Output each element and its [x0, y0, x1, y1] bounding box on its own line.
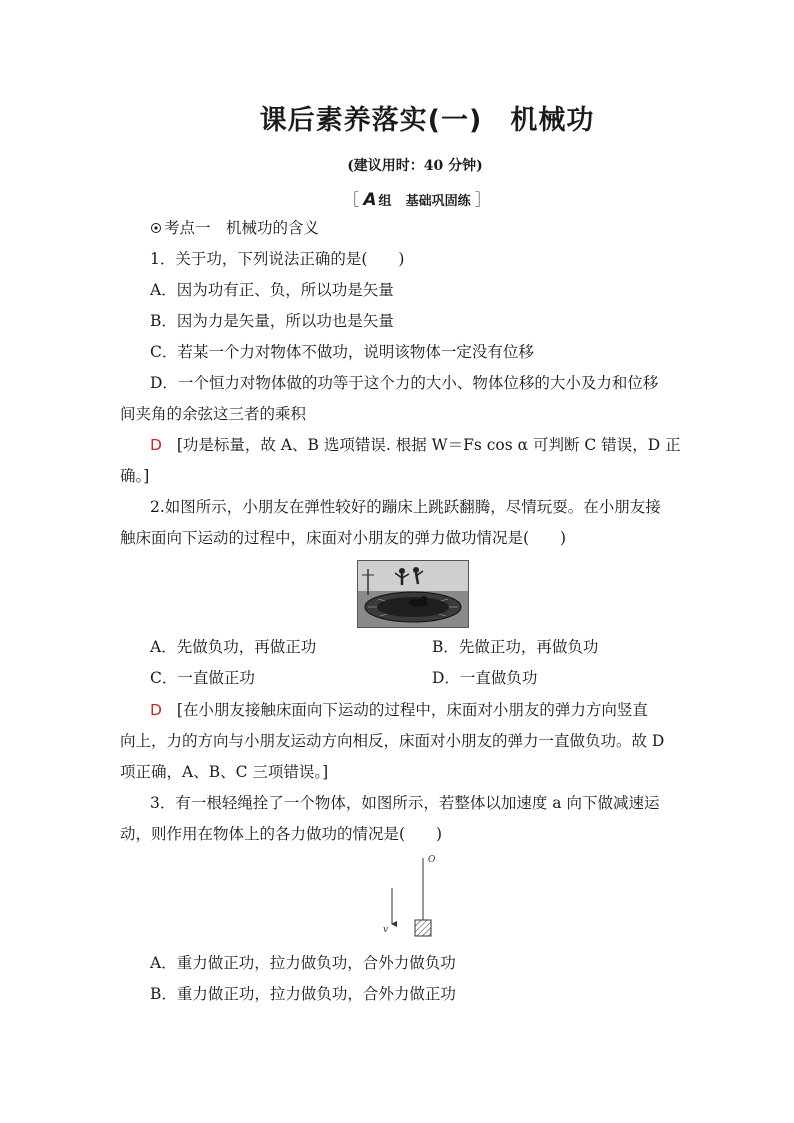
rope-block-diagram [378, 850, 448, 940]
diagram-o-label: O [428, 855, 436, 865]
q1-explanation-line1 [150, 435, 680, 455]
q2-option-a: A．先做负功，再做正功 [150, 638, 317, 656]
q1-option-b: B．因为力是矢量，所以功也是矢量 [150, 312, 394, 330]
q2-answer: D [150, 701, 162, 719]
page-title: 课后素养落实(一) 机械功 [259, 105, 595, 136]
q3-stem-line1: 3．有一根轻绳拴了一个物体，如图所示，若整体以加速度 a 向下做减速运 [150, 794, 660, 812]
group-bar [0, 187, 794, 210]
group-label: 组 [378, 194, 392, 209]
section-heading-text: 考点一 机械功的含义 [164, 219, 320, 237]
suggested-time: (建议用时：40 分钟) [347, 158, 483, 174]
q2-option-d: D．一直做负功 [432, 669, 538, 687]
section-heading [150, 218, 680, 238]
q2-explanation-line1 [150, 700, 680, 720]
q2-options-row1 [150, 637, 680, 657]
q1-answer: D [150, 436, 162, 454]
q1-explanation-text: [功是标量，故 A、B 选项错误. 根据 W＝Fs cos α 可判断 C 错误，D 正 [176, 436, 681, 454]
group-a-mark: A [363, 190, 377, 210]
trampoline-illustration [358, 561, 468, 627]
group-bracket-close: ］ [474, 190, 491, 209]
q3-stem-line2: 动，则作用在物体上的各力做功的情况是( ) [120, 825, 443, 843]
q3-option-b: B．重力做正功，拉力做负功，合外力做正功 [150, 985, 456, 1003]
group-bracket-open: ［ [343, 190, 360, 209]
q1-stem: 1．关于功，下列说法正确的是( ) [150, 250, 405, 268]
section-marker-icon [150, 222, 162, 234]
q1-option-d-line2: 间夹角的余弦这三者的乘积 [120, 405, 307, 423]
q1-option-c: C．若某一个力对物体不做功，说明该物体一定没有位移 [150, 343, 534, 361]
q1-option-d-line1: D．一个恒力对物体做的功等于这个力的大小、物体位移的大小及力和位移 [150, 374, 659, 392]
q2-explanation-line2: 向上，力的方向与小朋友运动方向相反，床面对小朋友的弹力一直做负功。故 D [120, 732, 665, 750]
q2-stem-line1: 2.如图所示，小朋友在弹性较好的蹦床上跳跃翻腾，尽情玩耍。在小朋友接 [150, 498, 661, 516]
group-name: 基础巩固练 [405, 194, 471, 209]
q2-option-c: C．一直做正功 [150, 669, 255, 687]
q3-option-a: A．重力做正功，拉力做负功，合外力做负功 [150, 954, 456, 972]
q2-stem-line2: 触床面向下运动的过程中，床面对小朋友的弹力做功情况是( ) [120, 529, 567, 547]
q2-option-b: B．先做正功，再做负功 [432, 638, 599, 656]
q2-options-row2 [150, 668, 680, 688]
rope-block-figure [378, 850, 448, 940]
q1-option-a: A．因为功有正、负，所以功是矢量 [150, 281, 394, 299]
q2-explanation-text: [在小朋友接触床面向下运动的过程中，床面对小朋友的弹力方向竖直 [176, 701, 648, 719]
diagram-v-label: v [383, 925, 389, 935]
trampoline-photo [357, 560, 469, 628]
q1-explanation-line2: 确。] [120, 467, 150, 485]
q2-explanation-line3: 项正确，A、B、C 三项错误。] [120, 763, 329, 781]
